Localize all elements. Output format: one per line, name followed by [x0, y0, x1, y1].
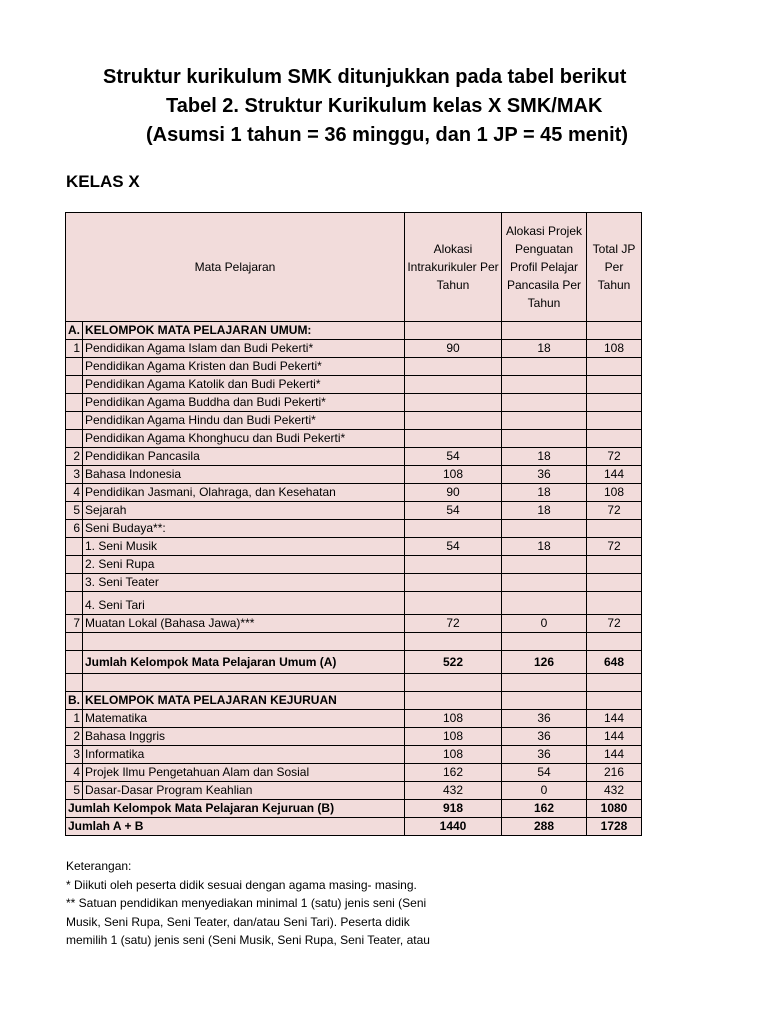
note-line: Keterangan:	[66, 859, 132, 873]
row-total-jp: 216	[587, 764, 642, 782]
row-total-jp: 1728	[587, 818, 642, 836]
row-total-jp: 648	[587, 651, 642, 674]
table-row	[66, 520, 642, 538]
row-intrakurikuler	[405, 394, 502, 412]
row-subject: 3. Seni Teater	[83, 574, 405, 592]
row-subject: 2. Seni Rupa	[83, 556, 405, 574]
row-number	[66, 430, 83, 448]
row-intrakurikuler: 522	[405, 651, 502, 674]
note-line: ** Satuan pendidikan menyediakan minimal 1 (satu) jenis seni (Seni	[66, 896, 427, 910]
row-subject: Pendidikan Agama Katolik dan Budi Pekerti*	[83, 376, 405, 394]
row-projek: 288	[502, 818, 587, 836]
row-intrakurikuler: 54	[405, 448, 502, 466]
row-subject	[83, 633, 405, 651]
row-number: 3	[66, 466, 83, 484]
row-subject: Informatika	[83, 746, 405, 764]
row-intrakurikuler: 108	[405, 466, 502, 484]
row-intrakurikuler	[405, 633, 502, 651]
row-subject: Muatan Lokal (Bahasa Jawa)***	[83, 615, 405, 633]
row-total-jp: 1080	[587, 800, 642, 818]
row-projek	[502, 358, 587, 376]
table-row	[66, 692, 642, 710]
table-row	[66, 556, 642, 574]
note-line: * Diikuti oleh peserta didik sesuai dengan agama masing- masing.	[66, 877, 417, 892]
row-number	[66, 633, 83, 651]
table-row	[66, 818, 642, 836]
row-subject: Sejarah	[83, 502, 405, 520]
row-intrakurikuler: 162	[405, 764, 502, 782]
row-intrakurikuler	[405, 674, 502, 692]
row-number: 4	[66, 764, 83, 782]
row-total-jp: 144	[587, 466, 642, 484]
row-total-jp	[587, 322, 642, 340]
section-label: KELAS X	[66, 172, 140, 191]
row-total-jp	[587, 674, 642, 692]
heading-line-1: Struktur kurikulum SMK ditunjukkan pada tabel berikut	[103, 66, 627, 88]
row-total-jp: 108	[587, 340, 642, 358]
table-row	[66, 358, 642, 376]
header-projek: Alokasi Projek Penguatan Profil Pelajar Pancasila Per Tahun	[502, 213, 587, 322]
row-projek	[502, 556, 587, 574]
row-projek: 36	[502, 466, 587, 484]
row-number	[66, 394, 83, 412]
row-total-jp: 432	[587, 782, 642, 800]
table-row	[66, 394, 642, 412]
row-subject: 4. Seni Tari	[83, 592, 405, 615]
table-row	[66, 764, 642, 782]
table-row	[66, 466, 642, 484]
row-subject: KELOMPOK MATA PELAJARAN UMUM:	[83, 322, 405, 340]
row-number	[66, 358, 83, 376]
table-row	[66, 633, 642, 651]
row-number	[66, 376, 83, 394]
table-row	[66, 340, 642, 358]
row-total-jp	[587, 574, 642, 592]
row-subject: 1. Seni Musik	[83, 538, 405, 556]
row-number: 5	[66, 782, 83, 800]
table-row	[66, 651, 642, 674]
table-row	[66, 448, 642, 466]
table-row	[66, 728, 642, 746]
table-row	[66, 800, 642, 818]
row-intrakurikuler	[405, 692, 502, 710]
row-intrakurikuler: 72	[405, 615, 502, 633]
row-subject: Pendidikan Agama Hindu dan Budi Pekerti*	[83, 412, 405, 430]
row-number	[66, 592, 83, 615]
row-total-jp: 144	[587, 746, 642, 764]
row-intrakurikuler	[405, 520, 502, 538]
row-subject: Matematika	[83, 710, 405, 728]
table-row	[66, 376, 642, 394]
row-number	[66, 538, 83, 556]
table-row	[66, 710, 642, 728]
row-projek	[502, 574, 587, 592]
row-number: 4	[66, 484, 83, 502]
row-subject	[83, 674, 405, 692]
row-intrakurikuler: 54	[405, 502, 502, 520]
row-number: B.	[66, 692, 83, 710]
table-caption: Tabel 2. Struktur Kurikulum kelas X SMK/MAK	[166, 95, 603, 117]
row-subject: Bahasa Indonesia	[83, 466, 405, 484]
row-subject: Pendidikan Agama Buddha dan Budi Pekerti*	[83, 394, 405, 412]
row-total-jp	[587, 394, 642, 412]
table-row	[66, 484, 642, 502]
curriculum-table	[65, 212, 642, 836]
notes	[66, 857, 430, 950]
row-subject: Projek Ilmu Pengetahuan Alam dan Sosial	[83, 764, 405, 782]
row-projek	[502, 394, 587, 412]
row-number: 1	[66, 340, 83, 358]
row-total-jp: 144	[587, 728, 642, 746]
table-row	[66, 746, 642, 764]
row-total-jp	[587, 358, 642, 376]
row-number: 6	[66, 520, 83, 538]
row-total-jp	[587, 412, 642, 430]
row-total-jp	[587, 556, 642, 574]
table-row	[66, 782, 642, 800]
row-projek: 18	[502, 340, 587, 358]
row-intrakurikuler	[405, 430, 502, 448]
row-intrakurikuler: 108	[405, 728, 502, 746]
row-intrakurikuler: 1440	[405, 818, 502, 836]
row-projek	[502, 412, 587, 430]
table-row	[66, 322, 642, 340]
row-projek	[502, 633, 587, 651]
row-number: 7	[66, 615, 83, 633]
header-intrakurikuler: Alokasi Intrakurikuler Per Tahun	[405, 213, 502, 322]
row-number	[66, 412, 83, 430]
row-intrakurikuler	[405, 376, 502, 394]
row-projek: 18	[502, 538, 587, 556]
row-total-jp: 144	[587, 710, 642, 728]
table-row	[66, 592, 642, 615]
table-row	[66, 574, 642, 592]
row-total-jp	[587, 376, 642, 394]
row-projek	[502, 674, 587, 692]
row-subject: Bahasa Inggris	[83, 728, 405, 746]
row-number	[66, 556, 83, 574]
row-intrakurikuler	[405, 574, 502, 592]
row-number: A.	[66, 322, 83, 340]
row-projek	[502, 520, 587, 538]
row-projek: 54	[502, 764, 587, 782]
row-number: 2	[66, 448, 83, 466]
row-projek: 18	[502, 448, 587, 466]
row-subject: Jumlah Kelompok Mata Pelajaran Kejuruan (B)	[66, 800, 405, 818]
row-projek	[502, 592, 587, 615]
row-total-jp	[587, 692, 642, 710]
row-projek	[502, 430, 587, 448]
row-total-jp	[587, 430, 642, 448]
row-intrakurikuler: 90	[405, 484, 502, 502]
note-line: Musik, Seni Rupa, Seni Teater, dan/atau Seni Tari). Peserta didik	[66, 914, 410, 929]
header-subject: Mata Pelajaran	[66, 213, 405, 322]
row-total-jp	[587, 520, 642, 538]
row-total-jp: 72	[587, 615, 642, 633]
row-number	[66, 674, 83, 692]
row-number: 2	[66, 728, 83, 746]
row-projek: 18	[502, 484, 587, 502]
table-row	[66, 538, 642, 556]
row-subject: Pendidikan Agama Khonghucu dan Budi Pekerti*	[83, 430, 405, 448]
row-total-jp: 72	[587, 502, 642, 520]
row-intrakurikuler: 108	[405, 710, 502, 728]
row-intrakurikuler: 108	[405, 746, 502, 764]
row-intrakurikuler: 90	[405, 340, 502, 358]
row-projek: 36	[502, 746, 587, 764]
row-subject: Pendidikan Jasmani, Olahraga, dan Kesehatan	[83, 484, 405, 502]
table-row	[66, 674, 642, 692]
row-subject: Pendidikan Pancasila	[83, 448, 405, 466]
row-intrakurikuler: 54	[405, 538, 502, 556]
row-projek: 0	[502, 782, 587, 800]
row-intrakurikuler	[405, 358, 502, 376]
row-intrakurikuler	[405, 556, 502, 574]
table-row	[66, 412, 642, 430]
row-subject: Jumlah A + B	[66, 818, 405, 836]
row-subject: Dasar-Dasar Program Keahlian	[83, 782, 405, 800]
row-number: 5	[66, 502, 83, 520]
row-total-jp: 72	[587, 448, 642, 466]
row-intrakurikuler	[405, 592, 502, 615]
row-projek: 36	[502, 728, 587, 746]
header-total-jp: Total JP Per Tahun	[587, 213, 642, 322]
row-subject: Jumlah Kelompok Mata Pelajaran Umum (A)	[83, 651, 405, 674]
row-subject: Pendidikan Agama Kristen dan Budi Pekerti*	[83, 358, 405, 376]
table-row	[66, 430, 642, 448]
row-projek: 0	[502, 615, 587, 633]
table-row	[66, 502, 642, 520]
row-projek: 36	[502, 710, 587, 728]
table-header-row	[66, 213, 642, 322]
row-total-jp: 72	[587, 538, 642, 556]
row-number	[66, 574, 83, 592]
row-projek	[502, 322, 587, 340]
row-subject: KELOMPOK MATA PELAJARAN KEJURUAN	[83, 692, 405, 710]
row-total-jp	[587, 592, 642, 615]
assumption-note: (Asumsi 1 tahun = 36 minggu, dan 1 JP = 45 menit)	[146, 124, 628, 146]
note-line: memilih 1 (satu) jenis seni (Seni Musik, Seni Rupa, Seni Teater, atau	[66, 933, 430, 947]
row-intrakurikuler	[405, 412, 502, 430]
row-subject: Seni Budaya**:	[83, 520, 405, 538]
row-intrakurikuler: 432	[405, 782, 502, 800]
row-projek	[502, 692, 587, 710]
row-projek	[502, 376, 587, 394]
row-projek: 162	[502, 800, 587, 818]
row-projek: 126	[502, 651, 587, 674]
row-intrakurikuler: 918	[405, 800, 502, 818]
row-total-jp	[587, 633, 642, 651]
row-number: 3	[66, 746, 83, 764]
row-number	[66, 651, 83, 674]
row-intrakurikuler	[405, 322, 502, 340]
row-total-jp: 108	[587, 484, 642, 502]
row-number: 1	[66, 710, 83, 728]
row-subject: Pendidikan Agama Islam dan Budi Pekerti*	[83, 340, 405, 358]
table-row	[66, 615, 642, 633]
row-projek: 18	[502, 502, 587, 520]
